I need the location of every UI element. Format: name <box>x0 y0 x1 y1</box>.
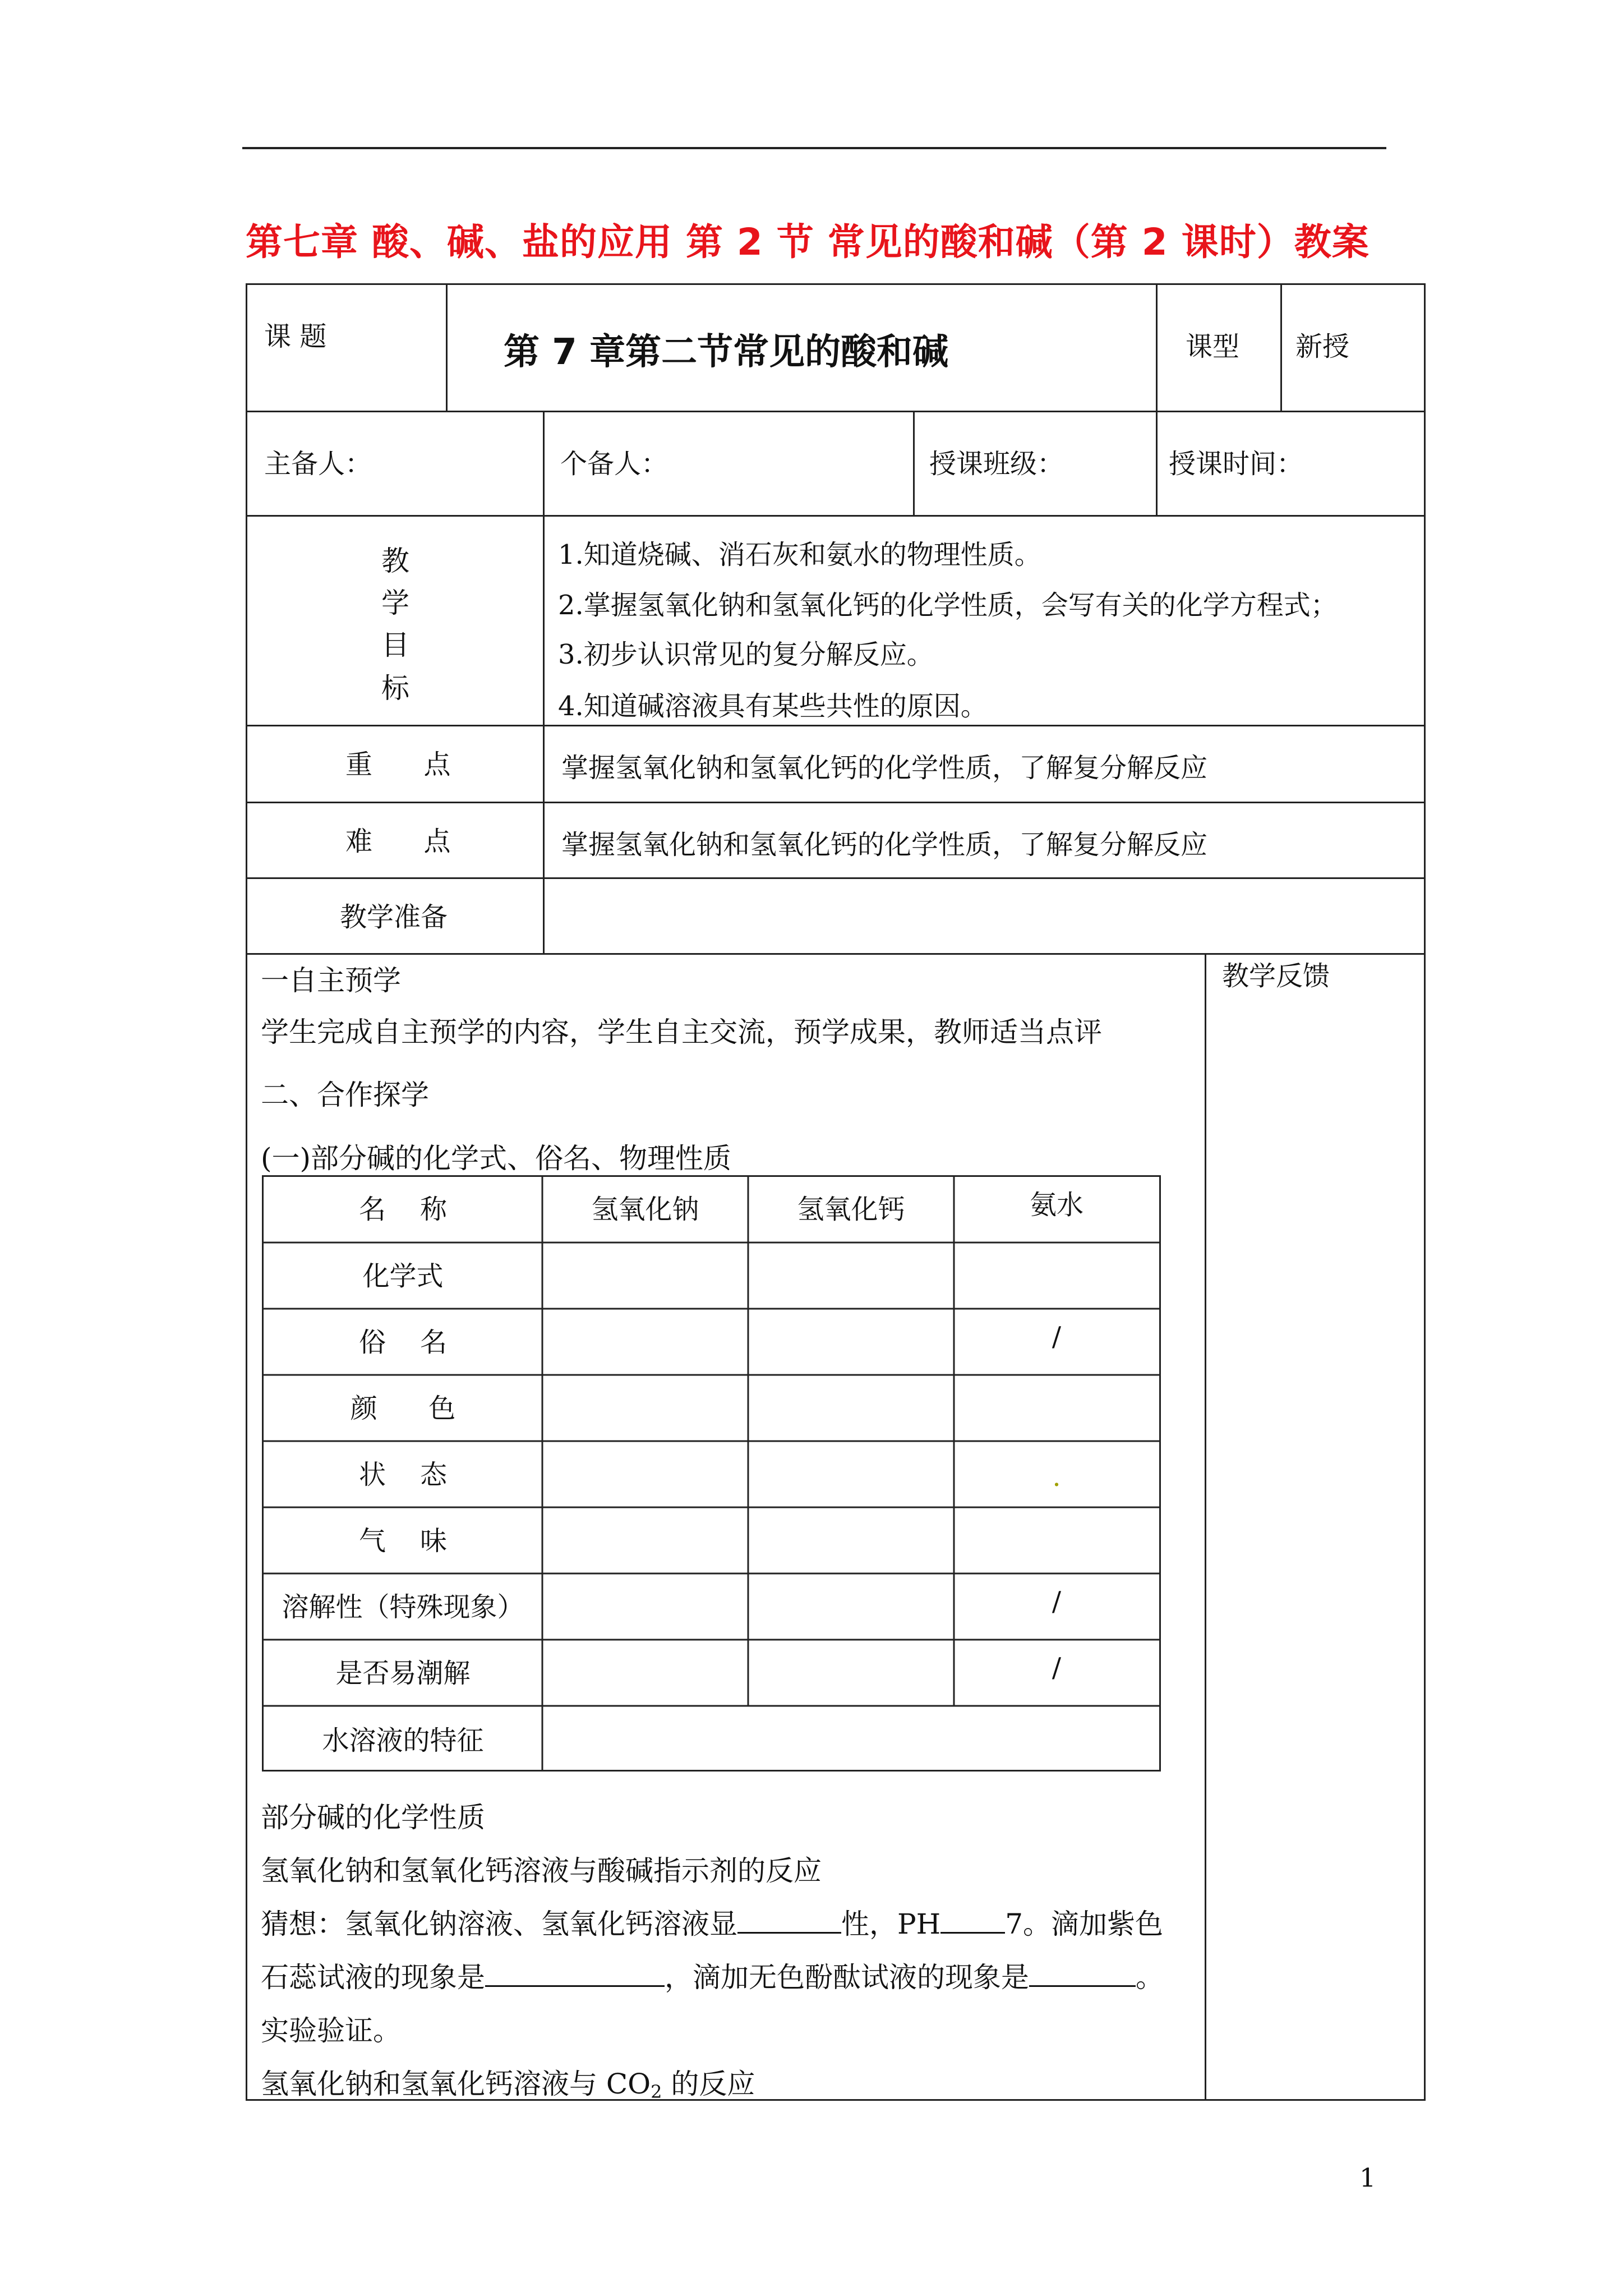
type-value-cell <box>1280 283 1426 411</box>
co2-title-b: 的反应 <box>662 2068 755 2100</box>
preparation-label: 教学准备 <box>340 901 448 933</box>
individual-preparer-label: 个备人： <box>560 448 668 480</box>
type-value: 新授 <box>1295 331 1350 362</box>
table-row-label: 化学式 <box>362 1260 444 1292</box>
section-1-text: 学生完成自主预学的内容，学生自主交流，预学成果，教师适当点评 <box>261 1016 1102 1048</box>
blank-litmus[interactable] <box>485 1959 665 1987</box>
difficulty-value-cell <box>543 802 1426 877</box>
table-ammonia-cell: / <box>1052 1586 1062 1617</box>
blank-ph[interactable] <box>940 1906 1005 1934</box>
table-row-label: 俗 名 <box>358 1327 448 1358</box>
objectives-label-char: 教 <box>381 545 409 577</box>
key-point-value: 掌握氢氧化钠和氢氧化钙的化学性质，了解复分解反应 <box>561 752 1208 784</box>
verify-line: 实验验证。 <box>261 2014 401 2047</box>
objective-item: 3.初步认识常见的复分解反应。 <box>558 639 934 670</box>
key-point-label: 重 点 <box>345 749 451 780</box>
feedback-cell <box>1205 953 1426 2101</box>
table-row-label: 水溶液的特征 <box>322 1725 484 1756</box>
subject-label-cell <box>246 283 446 411</box>
table-header-caoh2: 氢氧化钙 <box>797 1194 905 1225</box>
litmus-text-b: ，滴加无色酚酞试液的现象是 <box>665 1961 1029 1994</box>
subject-value-cell <box>446 283 1156 411</box>
time-label: 授课时间： <box>1169 448 1304 480</box>
table-caption: (一)部分碱的化学式、俗名、物理性质 <box>261 1142 732 1175</box>
main-preparer-cell <box>246 411 543 515</box>
table-ammonia-cell: / <box>1052 1321 1062 1352</box>
table-row-label: 状 态 <box>358 1459 448 1490</box>
section-1-title: 一自主预学 <box>261 964 401 997</box>
objectives-label-char: 学 <box>381 587 409 619</box>
section-2-title: 二、合作探学 <box>261 1079 429 1111</box>
table-ammonia-cell: . <box>1052 1461 1061 1493</box>
document-title: 第七章 酸、碱、盐的应用 第 2 节 常见的酸和碱（第 2 课时）教案 <box>246 220 1370 264</box>
key-point-label-cell <box>246 725 543 802</box>
type-label: 课型 <box>1186 331 1240 362</box>
difficulty-label: 难 点 <box>345 826 451 857</box>
co2-title-a: 氢氧化钠和氢氧化钙溶液与 CO <box>261 2068 651 2100</box>
objective-item: 1.知道烧碱、消石灰和氨水的物理性质。 <box>558 539 1041 570</box>
indicator-title: 氢氧化钠和氢氧化钙溶液与酸碱指示剂的反应 <box>261 1855 822 1887</box>
individual-preparer-cell <box>543 411 913 515</box>
guess-text-c: 7。滴加紫色 <box>1005 1908 1164 1940</box>
preparation-label-cell <box>246 877 543 953</box>
litmus-text-c: 。 <box>1136 1961 1164 1994</box>
table-row-label: 颜 色 <box>350 1393 456 1424</box>
time-cell <box>1156 411 1426 515</box>
header-rule <box>242 147 1386 149</box>
table-header-name: 名 称 <box>358 1194 448 1225</box>
table-row-label: 气 味 <box>358 1525 448 1557</box>
subject-value: 第 7 章第二节常见的酸和碱 <box>504 332 949 373</box>
litmus-text-a: 石蕊试液的现象是 <box>261 1961 485 1994</box>
chem-properties-title: 部分碱的化学性质 <box>261 1801 485 1834</box>
objective-item: 4.知道碱溶液具有某些共性的原因。 <box>558 691 988 722</box>
feedback-label: 教学反馈 <box>1222 960 1330 992</box>
difficulty-label-cell <box>246 802 543 877</box>
litmus-line <box>261 1955 1164 1995</box>
co2-title <box>261 2062 755 2102</box>
class-cell <box>913 411 1156 515</box>
objectives-label-char: 目 <box>381 629 409 661</box>
type-label-cell <box>1156 283 1280 411</box>
co2-subscript: 2 <box>651 2081 662 2102</box>
blank-acidity[interactable] <box>737 1906 841 1934</box>
guess-line <box>261 1902 1163 1942</box>
table-header-naoh: 氢氧化钠 <box>591 1194 699 1225</box>
table-row-label: 溶解性（特殊现象） <box>282 1591 524 1623</box>
main-preparer-label: 主备人： <box>264 448 372 480</box>
table-row-label: 是否易潮解 <box>335 1658 471 1689</box>
blank-phenolphthalein[interactable] <box>1029 1959 1136 1987</box>
properties-table <box>262 1175 1161 1772</box>
guess-text-a: 猜想：氢氧化钠溶液、氢氧化钙溶液显 <box>261 1908 737 1940</box>
objective-item: 2.掌握氢氧化钠和氢氧化钙的化学性质，会写有关的化学方程式； <box>558 590 1338 621</box>
class-label: 授课班级： <box>929 448 1064 480</box>
table-header-ammonia: 氨水 <box>1029 1189 1083 1221</box>
objectives-label-char: 标 <box>381 672 409 705</box>
preparation-value-cell <box>543 877 1426 953</box>
page-number: 1 <box>1359 2162 1376 2193</box>
key-point-value-cell <box>543 725 1426 802</box>
table-ammonia-cell: / <box>1052 1652 1062 1683</box>
subject-label: 课 题 <box>264 321 327 352</box>
guess-text-b: 性，PH <box>841 1908 941 1940</box>
difficulty-value: 掌握氢氧化钠和氢氧化钙的化学性质，了解复分解反应 <box>561 829 1208 861</box>
